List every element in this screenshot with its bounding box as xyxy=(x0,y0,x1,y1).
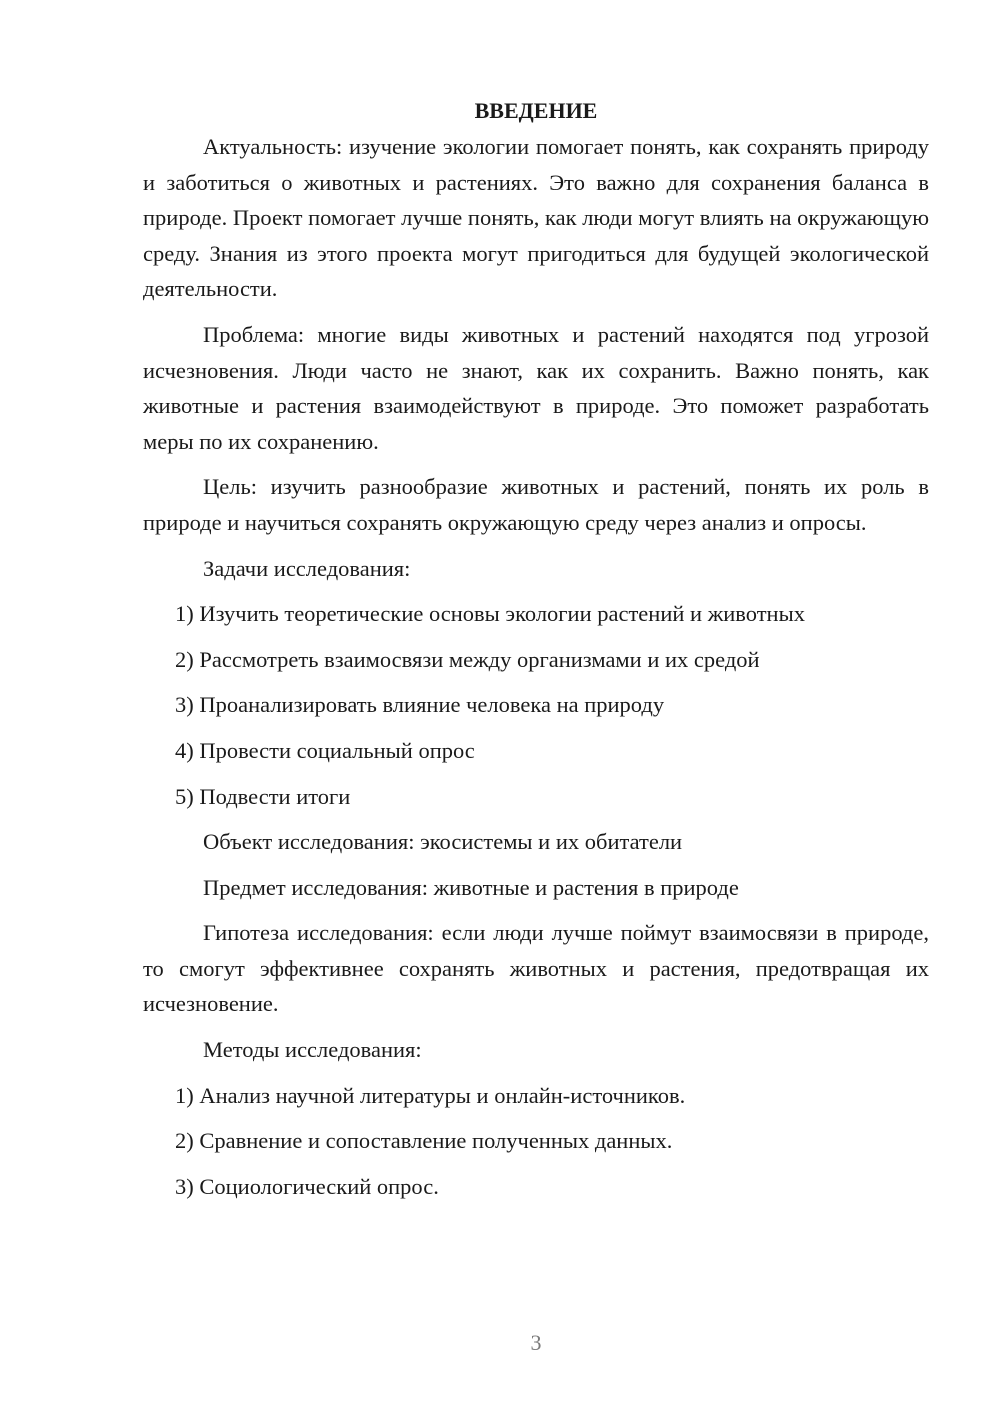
list-item: 1) Изучить теоретические основы экологии растений и животных xyxy=(175,601,805,627)
page-number: 3 xyxy=(530,1330,542,1355)
list-item: 2) Сравнение и сопоставление полученных данных. xyxy=(175,1128,673,1154)
relevance-paragraph: Актуальность: изучение экологии помогает понять, как сохранять природу и заботиться о животных и растениях. Это важно для сохранения баланса в природе. Проект помогает лучше понять, как люди могут влиять на окружающую среду. Знания из этого проекта могут пригодиться для будущей экологической деятельности. xyxy=(143,134,929,302)
subject-line: Предмет исследования: животные и растения в природе xyxy=(203,874,739,900)
list-item: 3) Проанализировать влияние человека на природу xyxy=(175,692,665,718)
problem-paragraph: Проблема: многие виды животных и растений находятся под угрозой исчезновения. Люди часто не знают, как их сохранить. Важно понять, как животные и растения взаимодействуют в природе. Это поможет разработать меры по их сохранению. xyxy=(143,321,929,454)
tasks-list xyxy=(143,596,929,814)
list-item: 5) Подвести итоги xyxy=(175,783,351,809)
hypothesis-paragraph: Гипотеза исследования: если люди лучше поймут взаимосвязи в природе, то смогут эффективнее сохранять животных и растения, предотвращая их исчезновение. xyxy=(143,920,929,1017)
tasks-title: Задачи исследования: xyxy=(203,555,411,581)
object-line: Объект исследования: экосистемы и их обитатели xyxy=(203,829,683,855)
methods-title: Методы исследования: xyxy=(203,1037,422,1063)
list-item: 3) Социологический опрос. xyxy=(175,1173,439,1199)
list-item: 1) Анализ научной литературы и онлайн-источников. xyxy=(175,1082,686,1108)
methods-list xyxy=(143,1078,929,1205)
page-content xyxy=(143,96,929,1214)
list-item: 2) Рассмотреть взаимосвязи между организмами и их средой xyxy=(175,646,760,672)
goal-paragraph: Цель: изучить разнообразие животных и растений, понять их роль в природе и научиться сохранять окружающую среду через анализ и опросы. xyxy=(143,474,929,535)
page-title: ВВЕДЕНИЕ xyxy=(474,98,598,123)
list-item: 4) Провести социальный опрос xyxy=(175,737,475,763)
